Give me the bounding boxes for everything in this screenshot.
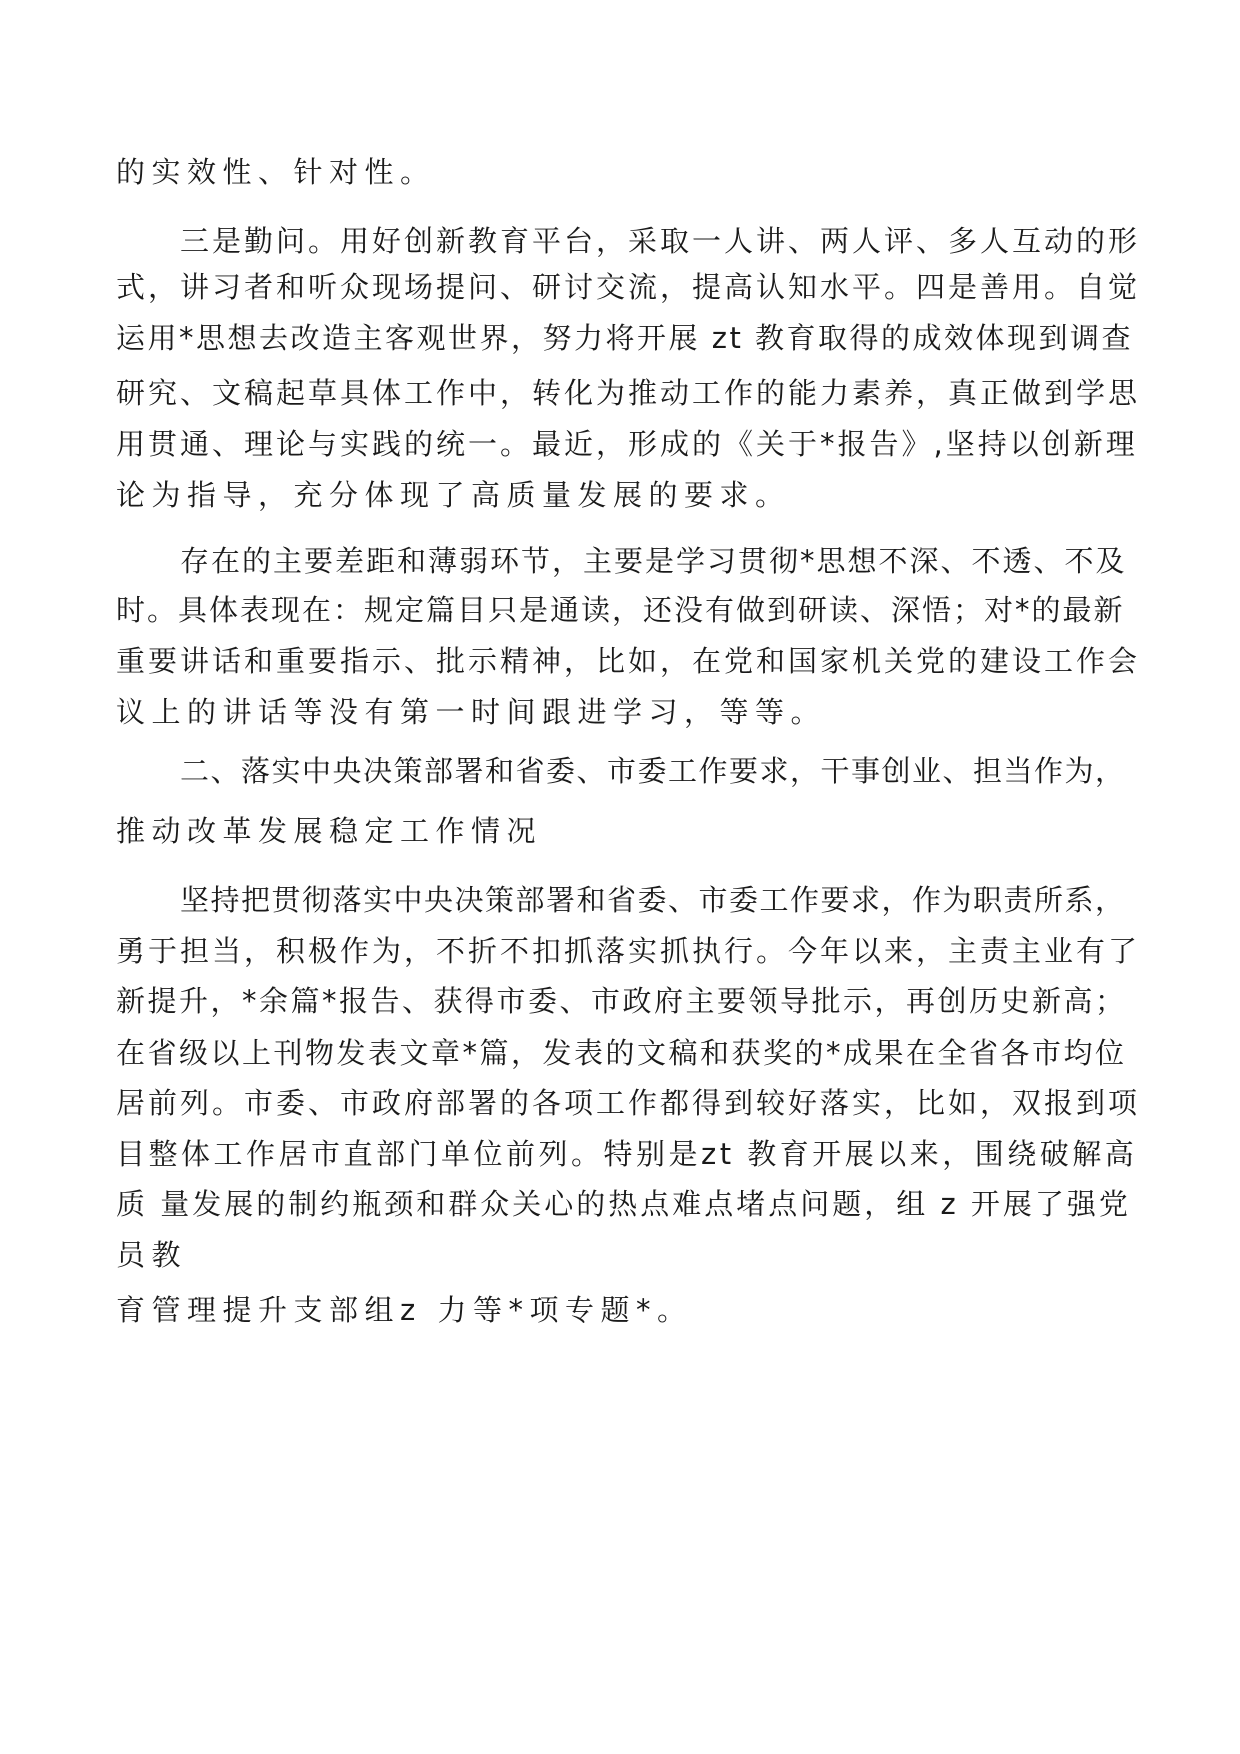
- paragraph-line: 重要讲话和重要指示、批示精神，比如，在党和国家机关党的建设工作会: [116, 644, 1141, 678]
- paragraph-line: 用贯通、理论与实践的统一。最近，形成的《关于*报告》,坚持以创新理: [116, 427, 1138, 461]
- paragraph-line: 勇于担当，积极作为，不折不扣抓落实抓执行。今年以来，主责主业有了: [116, 934, 1141, 968]
- paragraph-line: 新提升，*余篇*报告、获得市委、市政府主要领导批示，再创历史新高；: [116, 984, 1127, 1018]
- paragraph-line: 坚持把贯彻落实中央决策部署和省委、市委工作要求，作为职责所系，: [180, 883, 1126, 917]
- section-heading-line: 推动改革发展稳定工作情况: [116, 814, 543, 848]
- paragraph-line: 目整体工作居市直部门单位前列。特别是zt 教育开展以来，围绕破解高: [116, 1137, 1138, 1171]
- section-heading-line: 二、落实中央决策部署和省委、市委工作要求，干事创业、担当作为，: [180, 754, 1126, 788]
- paragraph-line: 式，讲习者和听众现场提问、研讨交流，提高认知水平。四是善用。自觉: [116, 270, 1141, 304]
- paragraph-line: 议上的讲话等没有第一时间跟进学习，等等。: [116, 695, 827, 729]
- paragraph-line: 育管理提升支部组z 力等*项专题*。: [116, 1293, 693, 1327]
- paragraph-line: 员教: [116, 1238, 188, 1272]
- paragraph-line: 存在的主要差距和薄弱环节，主要是学习贯彻*思想不深、不透、不及: [180, 544, 1127, 578]
- paragraph-line: 研究、文稿起草具体工作中，转化为推动工作的能力素养，真正做到学思: [116, 376, 1141, 410]
- paragraph-line: 运用*思想去改造主客观世界，努力将开展 zt 教育取得的成效体现到调查: [116, 321, 1134, 355]
- paragraph-line: 三是勤问。用好创新教育平台，采取一人讲、两人评、多人互动的形: [180, 224, 1141, 258]
- paragraph-line: 在省级以上刊物发表文章*篇，发表的文稿和获奖的*成果在全省各市均位: [116, 1036, 1127, 1070]
- paragraph-line: 时。具体表现在：规定篇目只是通读，还没有做到研读、深悟；对*的最新: [116, 593, 1125, 627]
- paragraph-line: 的实效性、针对性。: [116, 155, 436, 189]
- paragraph-line: 论为指导，充分体现了高质量发展的要求。: [116, 478, 791, 512]
- paragraph-line: 居前列。市委、市政府部署的各项工作都得到较好落实，比如，双报到项: [116, 1086, 1141, 1120]
- paragraph-line: 质 量发展的制约瓶颈和群众关心的热点难点堵点问题，组 z 开展了强党: [116, 1187, 1131, 1221]
